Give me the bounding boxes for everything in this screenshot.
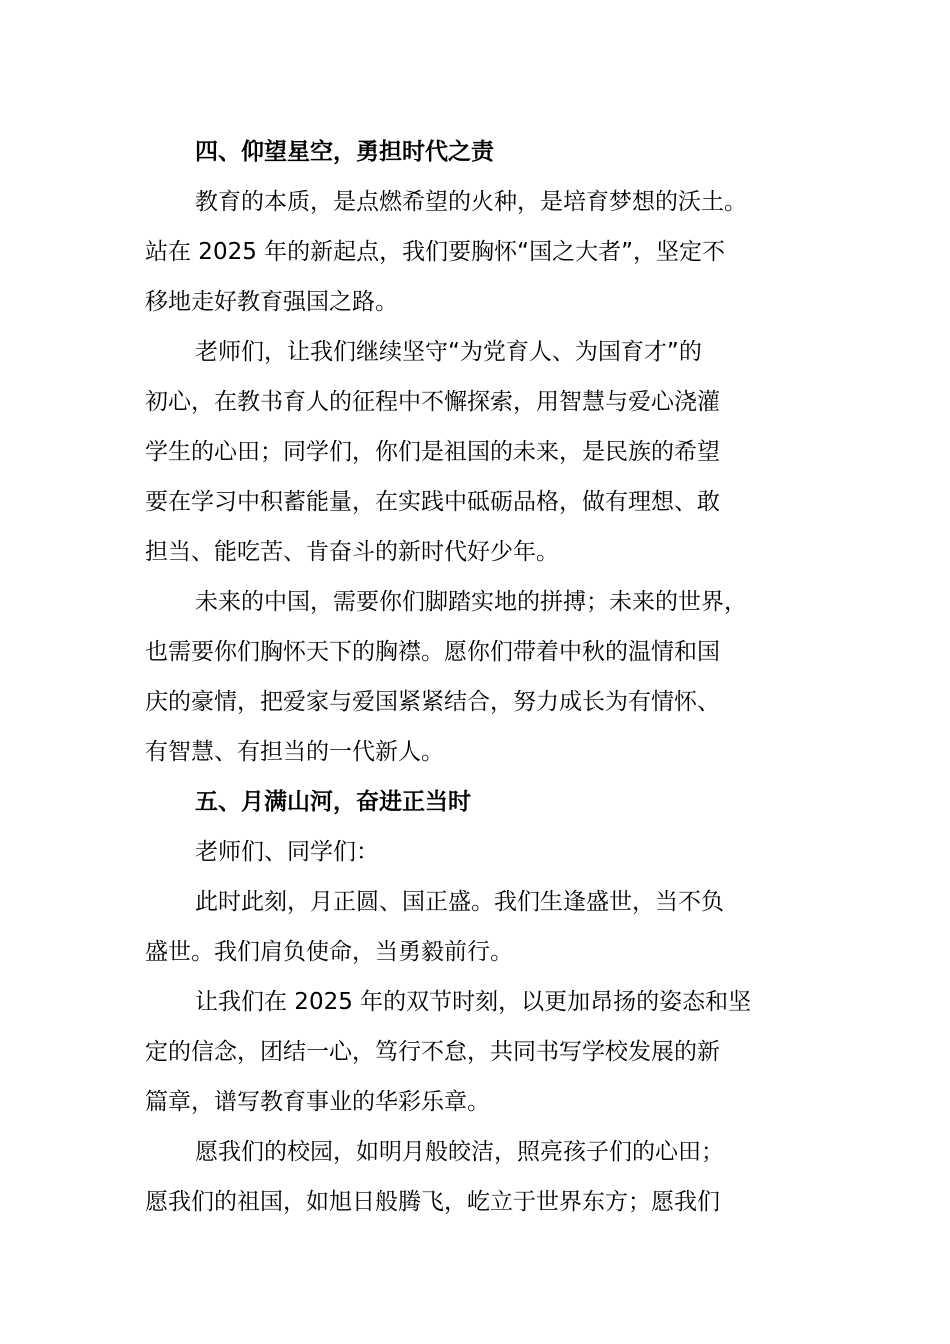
text-line: 也需要你们胸怀天下的胸襟。愿你们带着中秋的温情和国 <box>145 639 720 665</box>
text-line: 愿我们的祖国，如旭日般腾飞，屹立于世界东方；愿我们 <box>145 1189 720 1215</box>
document-body <box>145 127 835 1227</box>
text-line: 要在学习中积蓄能量，在实践中砥砺品格，做有理想、敢 <box>145 489 720 515</box>
text-line: 定的信念，团结一心，笃行不怠，共同书写学校发展的新 <box>145 1039 720 1065</box>
text-line: 老师们、同学们： <box>195 839 379 865</box>
text-line: 教育的本质，是点燃希望的火种，是培育梦想的沃土。 <box>195 189 747 215</box>
paragraph-wishes <box>145 1127 835 1227</box>
text-line: 移地走好教育强国之路。 <box>145 289 398 315</box>
paragraph-future-china <box>145 577 835 777</box>
text-line: 学生的心田；同学们，你们是祖国的未来，是民族的希望 <box>145 439 720 465</box>
paragraph-salutation <box>145 827 835 877</box>
text-line: 未来的中国，需要你们脚踏实地的拼搏；未来的世界， <box>195 589 747 615</box>
text-line: 初心，在教书育人的征程中不懈探索，用智慧与爱心浇灌 <box>145 389 720 415</box>
text-line: 此时此刻，月正圆、国正盛。我们生逢盛世，当不负 <box>195 889 724 915</box>
section-heading-4: 四、仰望星空，勇担时代之责 <box>195 139 494 165</box>
paragraph-education-essence <box>145 177 835 327</box>
text-line: 让我们在 2025 年的双节时刻，以更加昂扬的姿态和坚 <box>195 989 752 1015</box>
text-line: 有智慧、有担当的一代新人。 <box>145 739 444 765</box>
text-line: 担当、能吃苦、肯奋斗的新时代好少年。 <box>145 539 559 565</box>
text-line: 愿我们的校园，如明月般皎洁，照亮孩子们的心田； <box>195 1139 724 1165</box>
text-line: 篇章，谱写教育事业的华彩乐章。 <box>145 1089 490 1115</box>
paragraph-teachers-students <box>145 327 835 577</box>
section-heading-5: 五、月满山河，奋进正当时 <box>195 789 471 815</box>
text-line: 老师们，让我们继续坚守“为党育人、为国育才”的 <box>195 339 702 365</box>
text-line: 庆的豪情，把爱家与爱国紧紧结合，努力成长为有情怀、 <box>145 689 720 715</box>
paragraph-double-festival <box>145 977 835 1127</box>
text-line: 站在 2025 年的新起点，我们要胸怀“国之大者”，坚定不 <box>145 239 725 265</box>
text-line: 盛世。我们肩负使命，当勇毅前行。 <box>145 939 513 965</box>
paragraph-this-moment <box>145 877 835 977</box>
